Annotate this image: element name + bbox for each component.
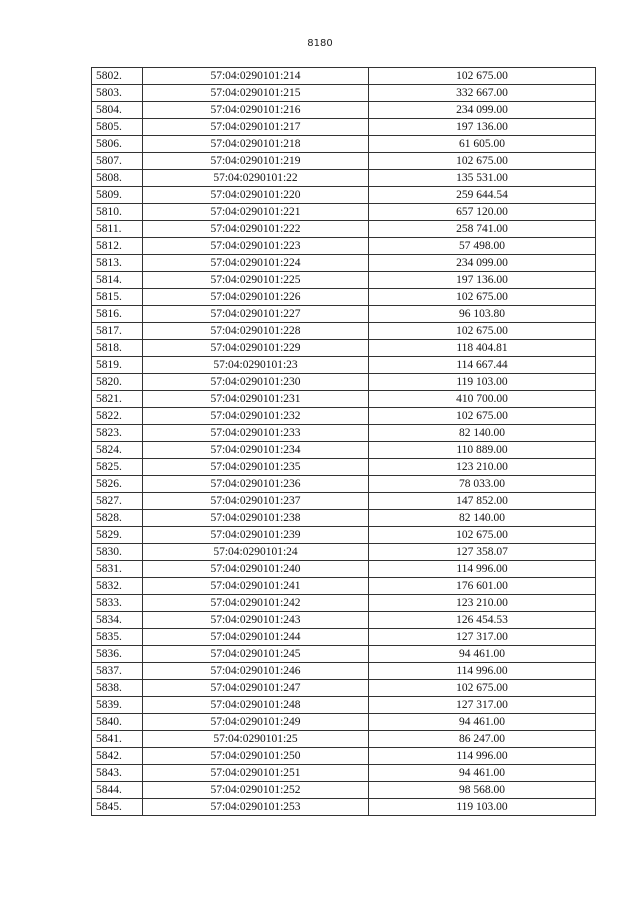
- cadastral-number-cell: 57:04:0290101:229: [143, 340, 369, 357]
- cadastral-number-cell: 57:04:0290101:224: [143, 255, 369, 272]
- row-number-cell: 5832.: [92, 578, 143, 595]
- cadastral-number-cell: 57:04:0290101:239: [143, 527, 369, 544]
- value-cell: 258 741.00: [369, 221, 596, 238]
- table-row: [92, 782, 596, 799]
- value-cell: 102 675.00: [369, 680, 596, 697]
- row-number-cell: 5822.: [92, 408, 143, 425]
- cadastral-number-cell: 57:04:0290101:218: [143, 136, 369, 153]
- value-cell: 86 247.00: [369, 731, 596, 748]
- row-number-cell: 5812.: [92, 238, 143, 255]
- table-row: [92, 714, 596, 731]
- row-number-cell: 5811.: [92, 221, 143, 238]
- value-cell: 94 461.00: [369, 765, 596, 782]
- cadastral-number-cell: 57:04:0290101:220: [143, 187, 369, 204]
- row-number-cell: 5837.: [92, 663, 143, 680]
- cadastral-number-cell: 57:04:0290101:227: [143, 306, 369, 323]
- value-cell: 197 136.00: [369, 272, 596, 289]
- cadastral-number-cell: 57:04:0290101:238: [143, 510, 369, 527]
- cadastral-number-cell: 57:04:0290101:249: [143, 714, 369, 731]
- cadastral-number-cell: 57:04:0290101:248: [143, 697, 369, 714]
- table-row: [92, 442, 596, 459]
- table-row: [92, 527, 596, 544]
- value-cell: 259 644.54: [369, 187, 596, 204]
- table-row: [92, 357, 596, 374]
- row-number-cell: 5834.: [92, 612, 143, 629]
- cadastral-number-cell: 57:04:0290101:216: [143, 102, 369, 119]
- row-number-cell: 5816.: [92, 306, 143, 323]
- table-row: [92, 595, 596, 612]
- cadastral-number-cell: 57:04:0290101:228: [143, 323, 369, 340]
- cadastral-number-cell: 57:04:0290101:250: [143, 748, 369, 765]
- row-number-cell: 5824.: [92, 442, 143, 459]
- table-row: [92, 204, 596, 221]
- value-cell: 57 498.00: [369, 238, 596, 255]
- value-cell: 332 667.00: [369, 85, 596, 102]
- table-row: [92, 187, 596, 204]
- table-row: [92, 340, 596, 357]
- table-row: [92, 459, 596, 476]
- cadastral-number-cell: 57:04:0290101:223: [143, 238, 369, 255]
- table-row: [92, 476, 596, 493]
- table-row: [92, 561, 596, 578]
- row-number-cell: 5827.: [92, 493, 143, 510]
- value-cell: 82 140.00: [369, 425, 596, 442]
- cadastral-number-cell: 57:04:0290101:253: [143, 799, 369, 816]
- value-cell: 127 317.00: [369, 629, 596, 646]
- row-number-cell: 5830.: [92, 544, 143, 561]
- cadastral-number-cell: 57:04:0290101:243: [143, 612, 369, 629]
- table-row: [92, 612, 596, 629]
- row-number-cell: 5823.: [92, 425, 143, 442]
- cadastral-number-cell: 57:04:0290101:240: [143, 561, 369, 578]
- table-row: [92, 255, 596, 272]
- table-row: [92, 272, 596, 289]
- value-cell: 61 605.00: [369, 136, 596, 153]
- value-cell: 98 568.00: [369, 782, 596, 799]
- value-cell: 123 210.00: [369, 595, 596, 612]
- table-row: [92, 289, 596, 306]
- value-cell: 82 140.00: [369, 510, 596, 527]
- table-row: [92, 221, 596, 238]
- cadastral-number-cell: 57:04:0290101:221: [143, 204, 369, 221]
- row-number-cell: 5810.: [92, 204, 143, 221]
- cadastral-number-cell: 57:04:0290101:236: [143, 476, 369, 493]
- row-number-cell: 5804.: [92, 102, 143, 119]
- table-row: [92, 136, 596, 153]
- value-cell: 657 120.00: [369, 204, 596, 221]
- row-number-cell: 5835.: [92, 629, 143, 646]
- table-row: [92, 408, 596, 425]
- cadastral-number-cell: 57:04:0290101:222: [143, 221, 369, 238]
- row-number-cell: 5838.: [92, 680, 143, 697]
- table-row: [92, 765, 596, 782]
- cadastral-number-cell: 57:04:0290101:230: [143, 374, 369, 391]
- cadastral-number-cell: 57:04:0290101:219: [143, 153, 369, 170]
- value-cell: 123 210.00: [369, 459, 596, 476]
- row-number-cell: 5803.: [92, 85, 143, 102]
- row-number-cell: 5828.: [92, 510, 143, 527]
- row-number-cell: 5836.: [92, 646, 143, 663]
- cadastral-number-cell: 57:04:0290101:247: [143, 680, 369, 697]
- table-row: [92, 578, 596, 595]
- cadastral-register-table: [91, 67, 596, 816]
- row-number-cell: 5845.: [92, 799, 143, 816]
- table-row: [92, 697, 596, 714]
- table-row: [92, 544, 596, 561]
- row-number-cell: 5841.: [92, 731, 143, 748]
- value-cell: 102 675.00: [369, 68, 596, 85]
- row-number-cell: 5820.: [92, 374, 143, 391]
- value-cell: 102 675.00: [369, 408, 596, 425]
- cadastral-number-cell: 57:04:0290101:215: [143, 85, 369, 102]
- value-cell: 114 996.00: [369, 748, 596, 765]
- value-cell: 119 103.00: [369, 374, 596, 391]
- value-cell: 102 675.00: [369, 289, 596, 306]
- cadastral-number-cell: 57:04:0290101:235: [143, 459, 369, 476]
- cadastral-number-cell: 57:04:0290101:237: [143, 493, 369, 510]
- value-cell: 94 461.00: [369, 646, 596, 663]
- value-cell: 197 136.00: [369, 119, 596, 136]
- row-number-cell: 5808.: [92, 170, 143, 187]
- cadastral-number-cell: 57:04:0290101:241: [143, 578, 369, 595]
- row-number-cell: 5813.: [92, 255, 143, 272]
- value-cell: 176 601.00: [369, 578, 596, 595]
- table-row: [92, 170, 596, 187]
- row-number-cell: 5840.: [92, 714, 143, 731]
- page-number: 8180: [307, 38, 333, 49]
- value-cell: 96 103.80: [369, 306, 596, 323]
- table-row: [92, 629, 596, 646]
- row-number-cell: 5805.: [92, 119, 143, 136]
- row-number-cell: 5814.: [92, 272, 143, 289]
- value-cell: 102 675.00: [369, 323, 596, 340]
- value-cell: 119 103.00: [369, 799, 596, 816]
- row-number-cell: 5843.: [92, 765, 143, 782]
- row-number-cell: 5821.: [92, 391, 143, 408]
- table-row: [92, 748, 596, 765]
- table-row: [92, 510, 596, 527]
- table-row: [92, 238, 596, 255]
- value-cell: 234 099.00: [369, 102, 596, 119]
- cadastral-number-cell: 57:04:0290101:246: [143, 663, 369, 680]
- row-number-cell: 5815.: [92, 289, 143, 306]
- table-row: [92, 799, 596, 816]
- table-row: [92, 680, 596, 697]
- table-row: [92, 425, 596, 442]
- table-row: [92, 663, 596, 680]
- cadastral-number-cell: 57:04:0290101:23: [143, 357, 369, 374]
- row-number-cell: 5802.: [92, 68, 143, 85]
- cadastral-number-cell: 57:04:0290101:234: [143, 442, 369, 459]
- row-number-cell: 5807.: [92, 153, 143, 170]
- value-cell: 102 675.00: [369, 527, 596, 544]
- value-cell: 410 700.00: [369, 391, 596, 408]
- value-cell: 110 889.00: [369, 442, 596, 459]
- cadastral-number-cell: 57:04:0290101:233: [143, 425, 369, 442]
- cadastral-number-cell: 57:04:0290101:244: [143, 629, 369, 646]
- row-number-cell: 5829.: [92, 527, 143, 544]
- table-row: [92, 323, 596, 340]
- value-cell: 135 531.00: [369, 170, 596, 187]
- cadastral-number-cell: 57:04:0290101:252: [143, 782, 369, 799]
- cadastral-number-cell: 57:04:0290101:214: [143, 68, 369, 85]
- value-cell: 127 317.00: [369, 697, 596, 714]
- table-row: [92, 374, 596, 391]
- row-number-cell: 5831.: [92, 561, 143, 578]
- value-cell: 114 667.44: [369, 357, 596, 374]
- cadastral-number-cell: 57:04:0290101:242: [143, 595, 369, 612]
- row-number-cell: 5842.: [92, 748, 143, 765]
- value-cell: 114 996.00: [369, 663, 596, 680]
- row-number-cell: 5826.: [92, 476, 143, 493]
- value-cell: 102 675.00: [369, 153, 596, 170]
- table-row: [92, 493, 596, 510]
- cadastral-number-cell: 57:04:0290101:251: [143, 765, 369, 782]
- cadastral-number-cell: 57:04:0290101:231: [143, 391, 369, 408]
- row-number-cell: 5817.: [92, 323, 143, 340]
- row-number-cell: 5806.: [92, 136, 143, 153]
- cadastral-number-cell: 57:04:0290101:22: [143, 170, 369, 187]
- value-cell: 114 996.00: [369, 561, 596, 578]
- row-number-cell: 5809.: [92, 187, 143, 204]
- table-row: [92, 119, 596, 136]
- row-number-cell: 5844.: [92, 782, 143, 799]
- cadastral-number-cell: 57:04:0290101:232: [143, 408, 369, 425]
- row-number-cell: 5825.: [92, 459, 143, 476]
- row-number-cell: 5833.: [92, 595, 143, 612]
- value-cell: 234 099.00: [369, 255, 596, 272]
- table-row: [92, 646, 596, 663]
- value-cell: 118 404.81: [369, 340, 596, 357]
- value-cell: 126 454.53: [369, 612, 596, 629]
- cadastral-number-cell: 57:04:0290101:217: [143, 119, 369, 136]
- table-body: [92, 68, 596, 816]
- row-number-cell: 5819.: [92, 357, 143, 374]
- value-cell: 147 852.00: [369, 493, 596, 510]
- value-cell: 78 033.00: [369, 476, 596, 493]
- table-row: [92, 306, 596, 323]
- table-row: [92, 731, 596, 748]
- table-row: [92, 85, 596, 102]
- row-number-cell: 5818.: [92, 340, 143, 357]
- table-row: [92, 391, 596, 408]
- cadastral-number-cell: 57:04:0290101:24: [143, 544, 369, 561]
- value-cell: 94 461.00: [369, 714, 596, 731]
- cadastral-number-cell: 57:04:0290101:226: [143, 289, 369, 306]
- row-number-cell: 5839.: [92, 697, 143, 714]
- table-row: [92, 102, 596, 119]
- table-row: [92, 153, 596, 170]
- cadastral-number-cell: 57:04:0290101:245: [143, 646, 369, 663]
- cadastral-number-cell: 57:04:0290101:225: [143, 272, 369, 289]
- value-cell: 127 358.07: [369, 544, 596, 561]
- table-row: [92, 68, 596, 85]
- cadastral-number-cell: 57:04:0290101:25: [143, 731, 369, 748]
